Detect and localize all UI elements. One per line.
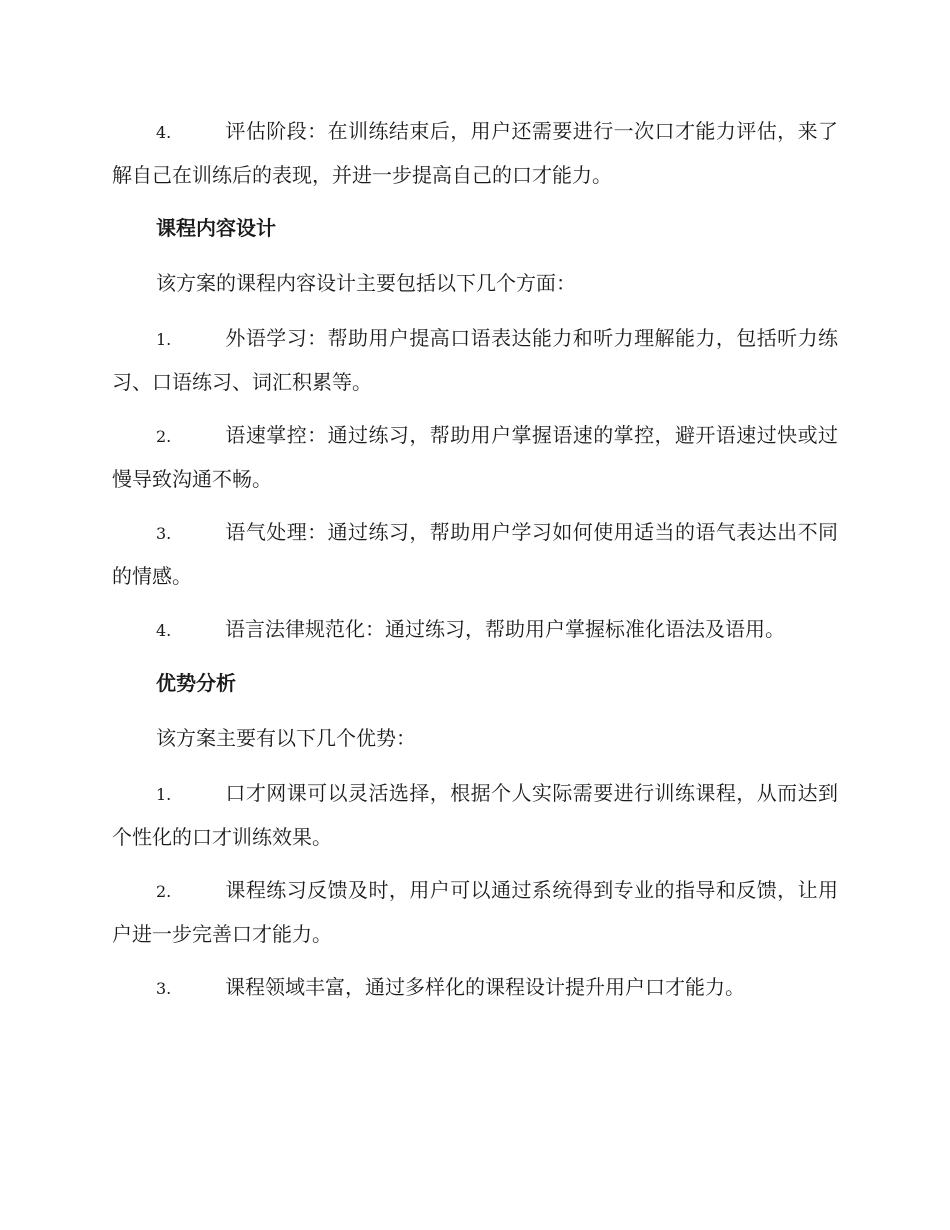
section-heading-course: 课程内容设计 [156, 216, 276, 240]
list-item [112, 966, 838, 1010]
list-number: 1. [156, 785, 172, 804]
list-number: 3. [156, 524, 172, 543]
list-number: 3. [156, 979, 172, 998]
list-text: 口才网课可以灵活选择，根据个人实际需要进行训练课程，从而达到个性化的口才训练效果。 [112, 781, 838, 849]
list-item [112, 869, 838, 956]
list-number: 1. [156, 330, 172, 349]
section-intro-advantages: 该方案主要有以下几个优势： [156, 726, 416, 750]
list-item [112, 110, 838, 197]
list-text: 外语学习：帮助用户提高口语表达能力和听力理解能力，包括听力练习、口语练习、词汇积累等。 [112, 326, 838, 394]
list-text: 语气处理：通过练习，帮助用户学习如何使用适当的语气表达出不同的情感。 [112, 520, 838, 588]
list-number: 2. [156, 427, 172, 446]
list-text: 课程练习反馈及时，用户可以通过系统得到专业的指导和反馈，让用户进一步完善口才能力。 [112, 878, 838, 946]
list-item [112, 772, 838, 859]
list-item [112, 414, 838, 501]
list-number: 2. [156, 882, 172, 901]
section-heading-advantages: 优势分析 [156, 671, 236, 695]
list-text: 评估阶段：在训练结束后，用户还需要进行一次口才能力评估，来了解自己在训练后的表现，并进一步提高自己的口才能力。 [112, 119, 838, 187]
list-number: 4. [156, 123, 172, 142]
list-text: 课程领域丰富，通过多样化的课程设计提升用户口才能力。 [225, 975, 745, 999]
list-text: 语速掌控：通过练习，帮助用户掌握语速的掌控，避开语速过快或过慢导致沟通不畅。 [112, 423, 838, 491]
section-intro-course: 该方案的课程内容设计主要包括以下几个方面： [156, 271, 576, 295]
list-item [112, 608, 838, 652]
list-text: 语言法律规范化：通过练习，帮助用户掌握标准化语法及语用。 [225, 617, 785, 641]
list-item [112, 317, 838, 404]
list-item [112, 511, 838, 598]
list-number: 4. [156, 621, 172, 640]
document-body [112, 110, 838, 1020]
